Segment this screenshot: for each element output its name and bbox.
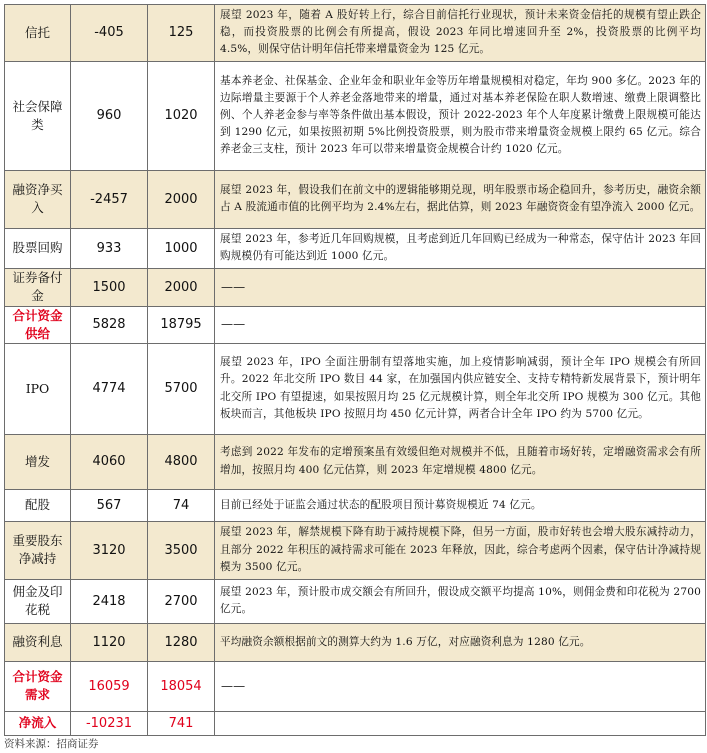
value-2023: 3500	[148, 521, 215, 579]
table-row	[5, 661, 706, 711]
row-description: 展望 2023 年，IPO 全面注册制有望落地实施，加上疫情影响减弱，预计全年 IPO 规模会有所回升。2022 年北交所 IPO 数目 44 家，在加强国内供应链安全、支持专精特新发展背景下，预计明年北交所 IPO 有望提速，如果按照月均 25 亿元规模计算，则全年北交所 IPO 规模为 300 亿元。其他板块而言，其他板块 IPO 按照月均 450 亿元计算，两者合计全年 IPO 约为 5700 亿元。	[215, 343, 706, 434]
value-2023: 2700	[148, 579, 215, 623]
row-name: 证券备付金	[5, 268, 71, 306]
value-2022: -10231	[71, 711, 148, 735]
row-description: 展望 2023 年，随着 A 股好转上行，综合目前信托行业现状，预计未来资金信托的规模有望止跌企稳，而投资股票的比例会有所提高，假设 2023 年同比增速回升至 2%，投资股票的比例平均 4.5%，则保守估计明年信托带来增量资金为 125 亿元。	[215, 5, 706, 62]
table-row	[5, 5, 706, 62]
value-2023: 4800	[148, 434, 215, 489]
row-name: 社会保障类	[5, 61, 71, 170]
row-name: 合计资金供给	[5, 306, 71, 343]
value-2023: 18054	[148, 661, 215, 711]
supply-demand-table	[4, 4, 705, 736]
value-2023: 5700	[148, 343, 215, 434]
row-name: 信托	[5, 5, 71, 62]
table-row	[5, 711, 706, 735]
value-2022: 16059	[71, 661, 148, 711]
value-2022: 4060	[71, 434, 148, 489]
row-description: 展望 2023 年，解禁规模下降有助于减持规模下降，但另一方面，股市好转也会增大股东减持动力，且部分 2022 年积压的减持需求可能在 2023 年释放，因此，综合考虑两个因素，保守估计净减持规模为 3500 亿元。	[215, 521, 706, 579]
value-2023: 125	[148, 5, 215, 62]
row-description: 平均融资余额根据前文的测算大约为 1.6 万亿，对应融资利息为 1280 亿元。	[215, 623, 706, 661]
value-2022: 2418	[71, 579, 148, 623]
table-row	[5, 268, 706, 306]
value-2022: 1500	[71, 268, 148, 306]
value-2022: -2457	[71, 170, 148, 228]
table-row	[5, 623, 706, 661]
row-name: 融资利息	[5, 623, 71, 661]
row-description: ——	[215, 661, 706, 711]
table-row	[5, 579, 706, 623]
row-description: 基本养老金、社保基金、企业年金和职业年金等历年增量规模相对稳定，年均 900 多亿。2023 年的边际增量主要源于个人养老金落地带来的增量，通过对基本养老保险在职人数增速、缴费上限调整比例、个人养老金参与率等条件做出基本假设，预计 2022-2023 年个人年度累计缴费上限规模可能达到 1290 亿元，如果按照初期 5%比例投资股票，则为股市带来增量资金规模上限约 65 亿元。综合养老金三支柱，预计 2023 年可以带来增量资金规模合计约 1020 亿元。	[215, 61, 706, 170]
row-description: 展望 2023 年，参考近几年回购规模，且考虑到近几年回购已经成为一种常态，保守估计 2023 年回购规模仍有可能达到近 1000 亿元。	[215, 228, 706, 268]
value-2023: 1280	[148, 623, 215, 661]
value-2022: 567	[71, 489, 148, 521]
row-name: 重要股东净减持	[5, 521, 71, 579]
row-name: 配股	[5, 489, 71, 521]
row-description: 考虑到 2022 年发布的定增预案虽有效缓但绝对规模并不低，且随着市场好转，定增融资需求会有所增加，按照月均 400 亿元估算，则 2023 年定增规模 4800 亿元。	[215, 434, 706, 489]
value-2022: 5828	[71, 306, 148, 343]
row-name: 股票回购	[5, 228, 71, 268]
row-name: 增发	[5, 434, 71, 489]
value-2022: 4774	[71, 343, 148, 434]
value-2023: 74	[148, 489, 215, 521]
table-row	[5, 306, 706, 343]
table-row	[5, 489, 706, 521]
table-row	[5, 228, 706, 268]
row-description: 展望 2023 年，预计股市成交额会有所回升，假设成交额平均提高 10%，则佣金费和印花税为 2700 亿元。	[215, 579, 706, 623]
value-2022: 1120	[71, 623, 148, 661]
value-2022: 960	[71, 61, 148, 170]
value-2023: 18795	[148, 306, 215, 343]
value-2023: 1020	[148, 61, 215, 170]
value-2022: -405	[71, 5, 148, 62]
table-row	[5, 61, 706, 170]
row-name: 净流入	[5, 711, 71, 735]
source-note: 资料来源：招商证券	[4, 738, 99, 750]
row-name: 佣金及印花税	[5, 579, 71, 623]
row-name: 融资净买入	[5, 170, 71, 228]
row-description: ——	[215, 268, 706, 306]
table-row	[5, 170, 706, 228]
row-name: 合计资金需求	[5, 661, 71, 711]
table-row	[5, 521, 706, 579]
value-2023: 741	[148, 711, 215, 735]
row-description: 展望 2023 年，假设我们在前文中的逻辑能够期兑现，明年股票市场企稳回升，参考历史，融资余额占 A 股流通市值的比例平均为 2.4%左右，据此估算，则 2023 年融资资金有望净流入 2000 亿元。	[215, 170, 706, 228]
row-description	[215, 711, 706, 735]
row-description: ——	[215, 306, 706, 343]
value-2023: 1000	[148, 228, 215, 268]
value-2023: 2000	[148, 170, 215, 228]
value-2023: 2000	[148, 268, 215, 306]
table-row	[5, 434, 706, 489]
value-2022: 933	[71, 228, 148, 268]
value-2022: 3120	[71, 521, 148, 579]
row-description: 目前已经处于证监会通过状态的配股项目预计募资规模近 74 亿元。	[215, 489, 706, 521]
table-row	[5, 343, 706, 434]
row-name: IPO	[5, 343, 71, 434]
